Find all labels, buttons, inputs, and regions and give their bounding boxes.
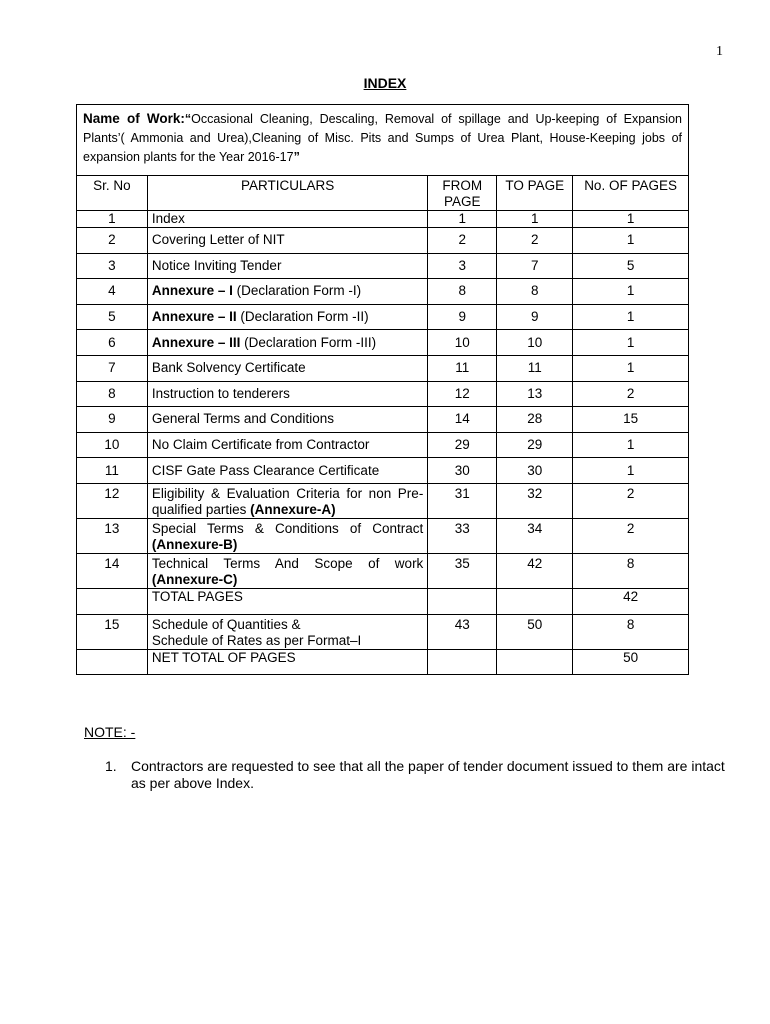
sr-no-cell: 9 bbox=[77, 407, 148, 433]
table-row bbox=[77, 458, 689, 484]
no-of-pages-cell: 15 bbox=[573, 407, 689, 433]
particulars-cell bbox=[147, 458, 427, 484]
from-page-cell: 31 bbox=[428, 483, 497, 518]
particulars-text: No Claim Certificate from Contractor bbox=[151, 437, 370, 453]
annexure-label: Annexure – III bbox=[151, 334, 241, 350]
to-page-cell: 10 bbox=[497, 330, 573, 356]
empty-cell bbox=[428, 588, 497, 614]
particulars-text: Index bbox=[151, 211, 185, 226]
to-page-cell: 34 bbox=[497, 518, 573, 553]
note-item-text: Contractors are requested to see that all the paper of tender document issued to them are intact as per above Index. bbox=[131, 758, 725, 791]
particulars-cell bbox=[147, 355, 427, 381]
header-to-page: TO PAGE bbox=[497, 176, 573, 211]
no-of-pages-cell: 2 bbox=[573, 381, 689, 407]
net-total-label: NET TOTAL OF PAGES bbox=[147, 649, 427, 675]
index-table bbox=[76, 104, 689, 675]
particulars-cell bbox=[147, 381, 427, 407]
particulars-text: CISF Gate Pass Clearance Certificate bbox=[151, 462, 380, 478]
note-item-number: 1. bbox=[105, 758, 117, 774]
table-row bbox=[77, 330, 689, 356]
header-no-of-pages: No. OF PAGES bbox=[573, 176, 689, 211]
table-row bbox=[77, 279, 689, 305]
particulars-text: (Declaration Form -III) bbox=[240, 334, 377, 350]
from-page-cell: 1 bbox=[428, 211, 497, 228]
from-page-cell: 11 bbox=[428, 355, 497, 381]
particulars-cell bbox=[147, 330, 427, 356]
header-sr-no: Sr. No bbox=[77, 176, 148, 211]
annexure-label: Annexure – II bbox=[151, 309, 237, 325]
particulars-text: Eligibility & Evaluation Criteria for non Pre-qualified parties bbox=[151, 485, 424, 517]
sr-no-cell: 12 bbox=[77, 483, 148, 518]
particulars-text: Covering Letter of NIT bbox=[151, 232, 285, 248]
sr-no-cell: 4 bbox=[77, 279, 148, 305]
total-pages-label: TOTAL PAGES bbox=[147, 588, 427, 614]
header-particulars: PARTICULARS bbox=[147, 176, 427, 211]
from-page-cell: 33 bbox=[428, 518, 497, 553]
annexure-label: Annexure – I bbox=[151, 283, 233, 299]
particulars-cell bbox=[147, 553, 427, 588]
table-row bbox=[77, 228, 689, 254]
sr-no-cell: 2 bbox=[77, 228, 148, 254]
no-of-pages-cell: 8 bbox=[573, 614, 689, 649]
to-page-cell: 30 bbox=[497, 458, 573, 484]
empty-cell bbox=[77, 649, 148, 675]
to-page-cell: 7 bbox=[497, 253, 573, 279]
sr-no-cell: 15 bbox=[77, 614, 148, 649]
sr-no-cell: 3 bbox=[77, 253, 148, 279]
from-page-cell: 30 bbox=[428, 458, 497, 484]
table-row bbox=[77, 483, 689, 518]
particulars-text: Schedule of Quantities & bbox=[151, 616, 301, 632]
particulars-cell bbox=[147, 279, 427, 305]
annexure-label: (Annexure-A) bbox=[250, 501, 336, 517]
to-page-cell: 13 bbox=[497, 381, 573, 407]
sr-no-cell: 10 bbox=[77, 432, 148, 458]
to-page-cell: 50 bbox=[497, 614, 573, 649]
table-row bbox=[77, 381, 689, 407]
from-page-cell: 29 bbox=[428, 432, 497, 458]
from-page-cell: 10 bbox=[428, 330, 497, 356]
particulars-text: Technical Terms And Scope of work bbox=[151, 555, 424, 571]
particulars-text: (Declaration Form -II) bbox=[236, 309, 369, 325]
particulars-text: Special Terms & Conditions of Contract bbox=[151, 520, 424, 536]
no-of-pages-cell: 8 bbox=[573, 553, 689, 588]
particulars-cell bbox=[147, 407, 427, 433]
particulars-text: General Terms and Conditions bbox=[151, 411, 334, 427]
particulars-cell bbox=[147, 483, 427, 518]
from-page-cell: 9 bbox=[428, 304, 497, 330]
particulars-text: (Declaration Form -I) bbox=[232, 283, 362, 299]
from-page-cell: 8 bbox=[428, 279, 497, 305]
header-from-page: FROM PAGE bbox=[428, 176, 497, 211]
empty-cell bbox=[497, 588, 573, 614]
no-of-pages-cell: 2 bbox=[573, 483, 689, 518]
to-page-cell: 11 bbox=[497, 355, 573, 381]
to-page-cell: 2 bbox=[497, 228, 573, 254]
particulars-cell bbox=[147, 518, 427, 553]
work-name-cell bbox=[77, 105, 689, 176]
sr-no-cell: 1 bbox=[77, 211, 148, 228]
table-row bbox=[77, 614, 689, 649]
to-page-cell: 29 bbox=[497, 432, 573, 458]
table-row bbox=[77, 211, 689, 228]
no-of-pages-cell: 1 bbox=[573, 228, 689, 254]
particulars-text: Bank Solvency Certificate bbox=[151, 360, 306, 376]
table-row bbox=[77, 407, 689, 433]
empty-cell bbox=[428, 649, 497, 675]
no-of-pages-cell: 1 bbox=[573, 355, 689, 381]
no-of-pages-cell: 1 bbox=[573, 432, 689, 458]
close-quote: ” bbox=[293, 150, 300, 164]
particulars-cell bbox=[147, 228, 427, 254]
particulars-text: Schedule of Rates as per Format–I bbox=[151, 632, 362, 648]
sr-no-cell: 7 bbox=[77, 355, 148, 381]
empty-cell bbox=[497, 649, 573, 675]
work-label: Name of Work: bbox=[83, 111, 185, 126]
total-pages-row bbox=[77, 588, 689, 614]
note-heading: NOTE: - bbox=[84, 724, 136, 740]
particulars-text: Notice Inviting Tender bbox=[151, 257, 282, 273]
to-page-cell: 1 bbox=[497, 211, 573, 228]
particulars-cell bbox=[147, 432, 427, 458]
table-row bbox=[77, 355, 689, 381]
note-item bbox=[105, 758, 725, 792]
from-page-cell: 35 bbox=[428, 553, 497, 588]
no-of-pages-cell: 1 bbox=[573, 211, 689, 228]
table-row bbox=[77, 518, 689, 553]
net-total-row bbox=[77, 649, 689, 675]
no-of-pages-cell: 5 bbox=[573, 253, 689, 279]
no-of-pages-cell: 1 bbox=[573, 330, 689, 356]
from-page-cell: 14 bbox=[428, 407, 497, 433]
sr-no-cell: 8 bbox=[77, 381, 148, 407]
from-page-cell: 2 bbox=[428, 228, 497, 254]
to-page-cell: 32 bbox=[497, 483, 573, 518]
particulars-cell bbox=[147, 614, 427, 649]
sr-no-cell: 11 bbox=[77, 458, 148, 484]
table-row bbox=[77, 304, 689, 330]
page-title: INDEX bbox=[363, 75, 407, 91]
table-row bbox=[77, 553, 689, 588]
annexure-label: (Annexure-B) bbox=[151, 536, 238, 552]
to-page-cell: 42 bbox=[497, 553, 573, 588]
to-page-cell: 8 bbox=[497, 279, 573, 305]
open-quote: “ bbox=[184, 112, 192, 126]
annexure-label: (Annexure-C) bbox=[151, 571, 238, 587]
to-page-cell: 28 bbox=[497, 407, 573, 433]
page-number: 1 bbox=[716, 44, 723, 59]
header-row bbox=[77, 176, 689, 211]
particulars-cell bbox=[147, 253, 427, 279]
from-page-cell: 12 bbox=[428, 381, 497, 407]
table-row bbox=[77, 432, 689, 458]
particulars-cell bbox=[147, 304, 427, 330]
no-of-pages-cell: 2 bbox=[573, 518, 689, 553]
sr-no-cell: 14 bbox=[77, 553, 148, 588]
no-of-pages-cell: 1 bbox=[573, 304, 689, 330]
from-page-cell: 43 bbox=[428, 614, 497, 649]
no-of-pages-cell: 1 bbox=[573, 279, 689, 305]
to-page-cell: 9 bbox=[497, 304, 573, 330]
particulars-text: Instruction to tenderers bbox=[151, 385, 290, 401]
empty-cell bbox=[77, 588, 148, 614]
work-name-row bbox=[77, 105, 689, 176]
particulars-cell bbox=[147, 211, 427, 228]
net-total-value: 50 bbox=[573, 649, 689, 675]
no-of-pages-cell: 1 bbox=[573, 458, 689, 484]
sr-no-cell: 5 bbox=[77, 304, 148, 330]
sr-no-cell: 13 bbox=[77, 518, 148, 553]
work-description: Occasional Cleaning, Descaling, Removal of spillage and Up-keeping of Expansion Plants’( Ammonia and Urea),Cleaning of Misc. Pits and Sumps of Urea Plant, House-Keeping jobs of expansion plants for the Year 2016-17 bbox=[83, 112, 682, 164]
from-page-cell: 3 bbox=[428, 253, 497, 279]
table-row bbox=[77, 253, 689, 279]
sr-no-cell: 6 bbox=[77, 330, 148, 356]
total-pages-value: 42 bbox=[573, 588, 689, 614]
